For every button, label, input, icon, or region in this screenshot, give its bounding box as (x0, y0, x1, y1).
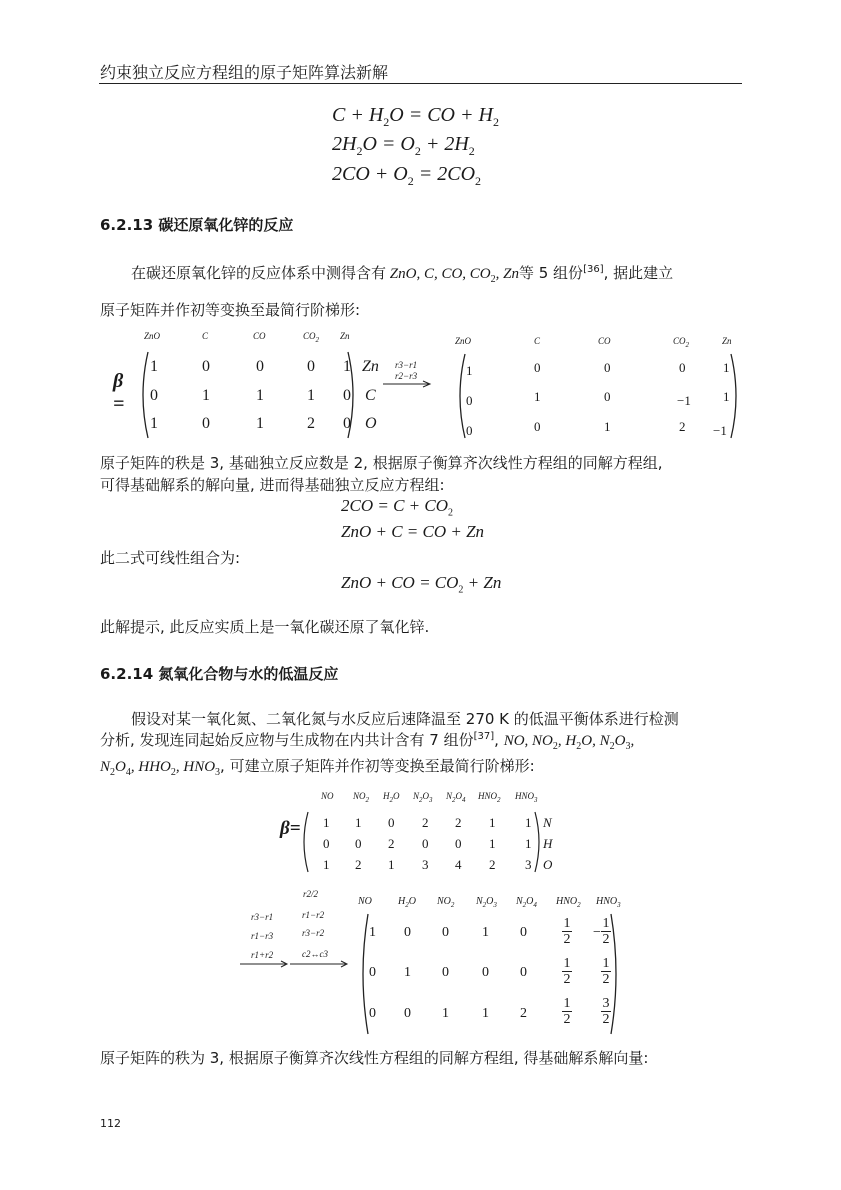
cell: 1 (482, 1006, 489, 1021)
cell: 0 (520, 925, 527, 940)
paragraph-line: 分析, 发现连同起始反应物与生成物在内共计含有 7 组份[37], NO, $NO_2$, $H_2O$, $N_2O_3$, (100, 731, 635, 752)
cell: 0 (604, 389, 611, 404)
cell: 0 (355, 836, 362, 851)
cell: 2 (679, 419, 686, 434)
fraction: 1 2 (563, 916, 571, 947)
cell: −1 (713, 423, 727, 438)
beta-label: β= (280, 818, 301, 839)
cell: 1 (343, 358, 351, 375)
cell: 0 (466, 393, 473, 408)
right-bracket (609, 912, 623, 1036)
row-element: O (543, 857, 553, 872)
left-bracket (453, 352, 467, 440)
col-header: ZnO (455, 336, 472, 346)
row-op: r1−r3 (251, 931, 274, 941)
cell: 2 (520, 1006, 527, 1021)
equation: ZnO + CO = $CO_2 + Zn$ (341, 573, 502, 596)
cell: 1 (150, 358, 158, 375)
cell: 1 (482, 925, 489, 940)
paragraph-line: 原子矩阵并作初等变换至最简行阶梯形: (100, 301, 361, 319)
right-bracket (729, 352, 743, 440)
col-header: $CO_2$ (673, 336, 690, 349)
fraction: 3 2 (602, 996, 610, 1027)
cell: 0 (150, 387, 158, 404)
cell: 2 (355, 857, 362, 872)
cell: 1 (150, 415, 158, 432)
cell: 0 (679, 360, 686, 375)
cell: 1 (723, 389, 730, 404)
row-op: r1−r2 (302, 910, 325, 920)
col-header: NO (358, 896, 372, 907)
row-op: r2−r3 (395, 371, 418, 381)
fraction: 1 2 (563, 956, 571, 987)
cell: 0 (534, 419, 541, 434)
row-element: N (543, 815, 552, 830)
col-header: C (534, 336, 541, 346)
row-op: r2/2 (303, 889, 319, 899)
col-header: $NO_2$ (437, 896, 455, 909)
cell: 0 (256, 358, 264, 375)
arrow-icon (240, 960, 350, 968)
cell: 1 (202, 387, 210, 404)
col-header: $H_2O$ (398, 896, 416, 909)
cell: 0 (202, 415, 210, 432)
cell: 1 (442, 1006, 449, 1021)
col-header: Zn (340, 331, 350, 341)
col-header: $N_2O_4$ (446, 791, 466, 804)
cell: 1 (323, 815, 330, 830)
paragraph-line: $N_2O_4$, $HHO_2$, $HNO_3$, 可建立原子矩阵并作初等变换至最简行阶梯形: (100, 757, 535, 778)
cell: 0 (323, 836, 330, 851)
cell: 0 (369, 1006, 376, 1021)
row-op: r3−r1 (251, 912, 274, 922)
col-header: $HNO_3$ (596, 896, 621, 909)
equation-2: $2H_2O = O_2 + 2H_2$ (332, 133, 475, 158)
row-element: H (543, 836, 553, 851)
paragraph-line: 原子矩阵的秩为 3, 根据原子衡算齐次线性方程组的同解方程组, 得基础解系解向量: (100, 1049, 649, 1067)
running-header: 约束独立反应方程组的原子矩阵算法新解 (100, 63, 389, 82)
row-element: C (365, 387, 376, 404)
page-number: 112 (100, 1117, 121, 1130)
col-header: $N_2O_3$ (476, 896, 497, 909)
cell: 2 (489, 857, 496, 872)
cell: 3 (422, 857, 429, 872)
cell: 0 (202, 358, 210, 375)
minus-sign: − (593, 925, 601, 940)
col-header: $N_2O_4$ (516, 896, 537, 909)
cell: 1 (256, 415, 264, 432)
cell: −1 (677, 393, 691, 408)
row-op: r3−r2 (302, 928, 325, 938)
paragraph-line: 假设对某一氧化氮、二氧化氮与水反应后速降温至 270 K 的低温平衡体系进行检测 (131, 710, 679, 728)
row-op: r1+r2 (251, 950, 274, 960)
species-list: $N_2O_4$, $HHO_2$, $HNO_3$ (100, 759, 221, 778)
left-bracket (356, 912, 370, 1036)
cell: 0 (343, 415, 351, 432)
col-header: Zn (722, 336, 732, 346)
equation-1: $C + H_2O$ = CO + $H_2$ (332, 104, 499, 129)
cell: 2 (388, 836, 395, 851)
fraction: 1 2 (602, 956, 610, 987)
row-element: Zn (362, 358, 379, 375)
cell: 0 (369, 965, 376, 980)
equation-3: $2CO + O_2 = 2CO_2$ (332, 163, 482, 188)
cell: 1 (466, 363, 473, 378)
cell: 0 (388, 815, 395, 830)
left-bracket (136, 350, 150, 440)
equation: $2CO = C + CO_2$ (341, 496, 454, 519)
cell: 1 (369, 925, 376, 940)
col-header: $HNO_3$ (515, 791, 538, 804)
section-title: 6.2.13 碳还原氧化锌的反应 (100, 216, 294, 234)
cell: 0 (442, 925, 449, 940)
left-bracket (298, 810, 310, 874)
cell: 1 (355, 815, 362, 830)
paragraph-line: 此二式可线性组合为: (100, 549, 241, 567)
cell: 1 (604, 419, 611, 434)
col-header: $NO_2$ (353, 791, 370, 804)
cell: 1 (534, 389, 541, 404)
cell: 1 (323, 857, 330, 872)
row-element: O (365, 415, 377, 432)
cell: 0 (343, 387, 351, 404)
paragraph-line: 可得基础解系的解向量, 进而得基础独立反应方程组: (100, 476, 445, 494)
fraction: 1 2 (602, 916, 610, 947)
cell: 0 (466, 423, 473, 438)
row-op: c2↔c3 (302, 949, 328, 959)
cell: 2 (455, 815, 462, 830)
species-list: NO, $NO_2$, $H_2O$, $N_2O_3$, (503, 733, 635, 752)
paragraph-line: 原子矩阵的秩是 3, 基础独立反应数是 2, 根据原子衡算齐次线性方程组的同解方程组, (100, 454, 663, 472)
cell: 0 (482, 965, 489, 980)
beta-label: β = (113, 370, 125, 415)
paragraph-line: 此解提示, 此反应实质上是一氧化碳还原了氧化锌. (100, 618, 430, 636)
cell: 1 (404, 965, 411, 980)
cell: 2 (422, 815, 429, 830)
cell: 0 (404, 925, 411, 940)
cell: 4 (455, 857, 462, 872)
col-header: $CO_2$ (303, 331, 320, 344)
col-header: ZnO (144, 331, 161, 341)
cell: 0 (422, 836, 429, 851)
cell: 1 (489, 815, 496, 830)
col-header: $HNO_2$ (478, 791, 501, 804)
cell: 0 (534, 360, 541, 375)
col-header: CO (598, 336, 611, 346)
col-header: $H_2O$ (383, 791, 400, 804)
cell: 0 (604, 360, 611, 375)
cell: 0 (307, 358, 315, 375)
col-header: C (202, 331, 209, 341)
cell: 1 (307, 387, 315, 404)
cell: 1 (723, 360, 730, 375)
cell: 2 (307, 415, 315, 432)
species-list: ZnO, C, CO, $CO_2$, Zn (386, 266, 519, 285)
paragraph: 在碳还原氧化锌的反应体系中测得含有 ZnO, C, CO, $CO_2$, Zn等 5 组份[36], 据此建立 (131, 264, 674, 285)
fraction: 1 2 (563, 996, 571, 1027)
col-header: $HNO_2$ (556, 896, 581, 909)
cell: 1 (256, 387, 264, 404)
header-rule (99, 83, 742, 84)
cell: 0 (520, 965, 527, 980)
cell: 3 (525, 857, 532, 872)
col-header: $N_2O_3$ (413, 791, 433, 804)
cell: 0 (442, 965, 449, 980)
section-title: 6.2.14 氮氧化合物与水的低温反应 (100, 665, 339, 683)
cell: 0 (455, 836, 462, 851)
cell: 0 (404, 1006, 411, 1021)
equation: ZnO + C = CO + Zn (341, 522, 485, 541)
cell: 1 (525, 836, 532, 851)
cell: 1 (388, 857, 395, 872)
col-header: CO (253, 331, 266, 341)
cell: 1 (525, 815, 532, 830)
col-header: NO (321, 791, 334, 801)
row-op: r3−r1 (395, 360, 418, 370)
arrow-icon (383, 380, 433, 388)
cell: 1 (489, 836, 496, 851)
